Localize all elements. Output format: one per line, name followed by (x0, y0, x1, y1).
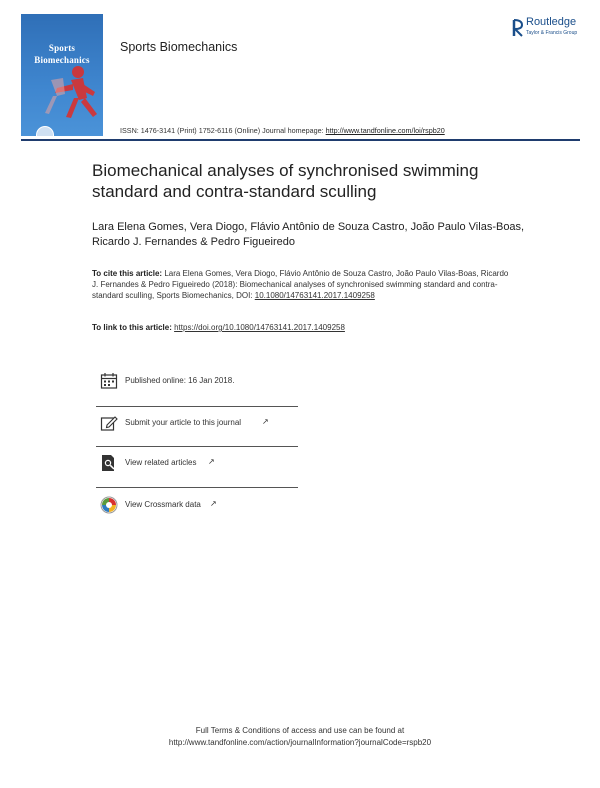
routledge-r-icon (512, 18, 524, 38)
issn-line (120, 126, 445, 135)
article-title: Biomechanical analyses of synchronised swimming standard and contra-standard sculling (92, 161, 479, 201)
article-authors: Lara Elena Gomes, Vera Diogo, Flávio Antônio de Souza Castro, João Paulo Vilas-Boas, Ricardo J. Fernandes & Pedro Figueiredo (92, 221, 525, 248)
submit-article-link[interactable]: Submit your article to this journal (125, 418, 242, 427)
article-doi-link[interactable]: https://doi.org/10.1080/14763141.2017.1409258 (174, 323, 345, 332)
related-articles-item[interactable] (96, 446, 300, 486)
search-doc-icon (100, 454, 118, 472)
header-rule (21, 139, 580, 141)
journal-name: Sports Biomechanics (120, 40, 238, 54)
cover-title-line2: Biomechanics (34, 55, 90, 65)
cover-title-line1: Sports (48, 43, 76, 53)
citation-block (92, 268, 512, 301)
article-link-line (92, 323, 512, 332)
external-link-icon: ↗ (208, 457, 215, 466)
journal-homepage-link[interactable]: http://www.tandfonline.com/loi/rspb20 (325, 126, 445, 135)
crossmark-icon (100, 496, 118, 514)
calendar-icon (100, 372, 118, 390)
related-articles-link[interactable]: View related articles (125, 458, 197, 467)
publisher-logo (512, 16, 592, 42)
crossmark-item[interactable] (96, 488, 300, 528)
footer-line1: Full Terms & Conditions of access and use can be found at (195, 726, 405, 735)
edit-icon (100, 414, 118, 432)
issn-text: ISSN: 1476-3141 (Print) 1752-6116 (Online) Journal homepage: (120, 126, 326, 135)
link-label: To link to this article: (92, 323, 175, 332)
crossmark-link[interactable]: View Crossmark data (125, 500, 201, 509)
external-link-icon: ↗ (262, 417, 269, 426)
footer-terms (0, 725, 600, 749)
publisher-tagline: Taylor & Francis Group (526, 30, 578, 36)
publisher-name: Routledge (526, 16, 577, 28)
citation-text: Lara Elena Gomes, Vera Diogo, Flávio Antônio de Souza Castro, João Paulo Vilas-Boas, Ricardo J. Fernandes & Pedro Figueiredo (2018): Biomechanical analyses of synchronised swimming standard and contra-standard sculling, Sports Biomechanics, DOI: (92, 269, 509, 300)
published-online-text: Published online: 16 Jan 2018. (125, 376, 235, 385)
citation-label: To cite this article: (92, 269, 165, 278)
journal-cover (21, 14, 103, 136)
runner-figure-icon (21, 14, 103, 136)
footer-terms-link[interactable]: http://www.tandfonline.com/action/journalInformation?journalCode=rspb20 (168, 738, 432, 747)
submit-article-item[interactable] (96, 406, 300, 446)
citation-doi-link[interactable]: 10.1080/14763141.2017.1409258 (254, 291, 375, 300)
published-online-item (96, 364, 300, 404)
external-link-icon: ↗ (210, 499, 217, 508)
